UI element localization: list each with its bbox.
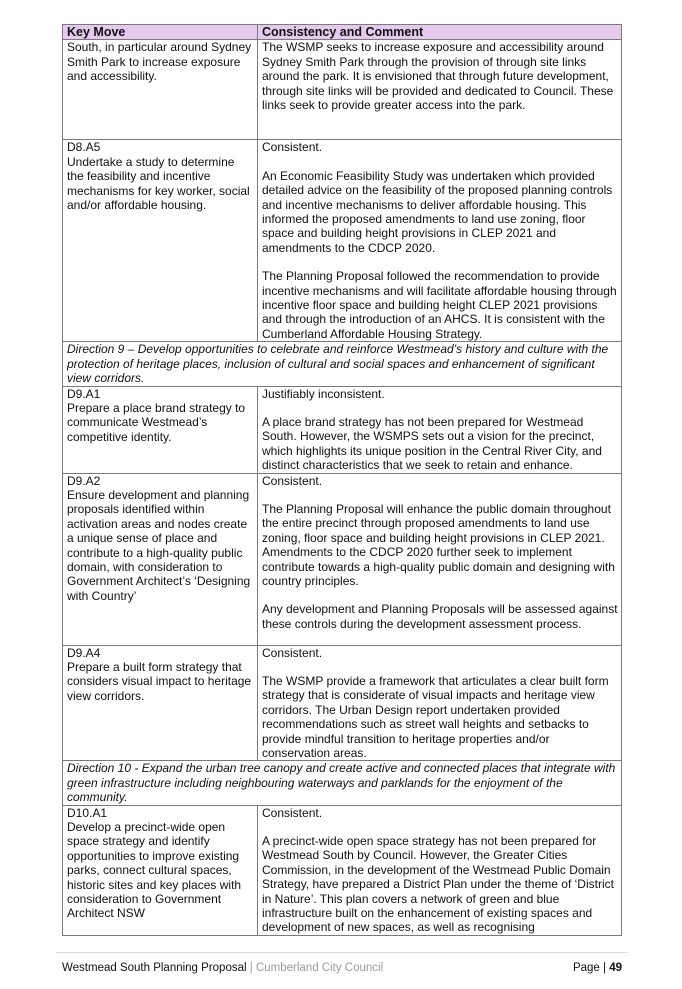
comment-cell: [258, 645, 622, 761]
key-move-cell: [63, 473, 258, 645]
footer-title: Westmead South Planning Proposal: [62, 962, 247, 974]
table-row: [63, 386, 622, 473]
footer-separator: |: [249, 962, 253, 974]
comment-text: A place brand strategy has not been prepared for Westmead South. However, the WSMPS sets out a vision for the precinct, which highlights its unique position in the Central River City, and distinct characteristics that we seek to retain and enhance.: [262, 414, 606, 473]
comment-text: The Planning Proposal followed the recommendation to provide incentive mechanisms and will facilitate affordable housing through incentive floor space and building height CLEP 2021 provisions and through the introduction of an AHCS. It is consistent with the Cumberland Affordable Housing Strategy.: [262, 269, 620, 341]
comment-text: The WSMP provide a framework that articulates a clear built form strategy that is considerate of visual impacts and heritage view corridors. The Urban Design report undertaken provided recommendations such as street wall heights and setbacks to provide mindful transition to heritage properties and/or conservation areas.: [262, 673, 612, 760]
comment-cell: [258, 386, 622, 473]
header-key-move: Key Move: [63, 25, 258, 40]
comment-cell: [258, 473, 622, 645]
header-consistency: Consistency and Comment: [258, 25, 622, 40]
direction-text: Direction 9 – Develop opportunities to celebrate and reinforce Westmead’s history and culture with the protection of heritage places, inclusion of cultural and social spaces and enhancement of significant view corridors.: [67, 342, 612, 386]
status-text: Consistent.: [262, 140, 323, 155]
action-code: D9.A2: [67, 473, 101, 488]
footer-council: Cumberland City Council: [255, 962, 384, 974]
direction-text: Direction 10 - Expand the urban tree canopy and create active and connected places that integrate with green infrastructure including neighbouring waterways and parklands for the enjoyment of the community.: [67, 761, 619, 805]
status-text: Consistent.: [262, 473, 323, 488]
comment-text: An Economic Feasibility Study was undertaken which provided detailed advice on the feasibility of the proposed planning controls and incentive mechanisms to deliver affordable housing. This informed the proposed amendments to land use zoning, floor space and building height provisions in CLEP 2021 and amendments to the CDCP 2020.: [262, 168, 616, 255]
key-move-text: Prepare a built form strategy that considers visual impact to heritage view corridors.: [67, 659, 255, 703]
key-move-text: Undertake a study to determine the feasibility and incentive mechanisms for key worker, social and/or affordable housing.: [67, 154, 254, 213]
key-move-cell: [63, 40, 258, 140]
consistency-table: [62, 24, 622, 936]
footer-divider: [56, 952, 628, 953]
key-move-text: Ensure development and planning proposals identified within activation areas and nodes create a unique sense of place and contribute to a high-quality public domain, with consideration to Government Architect’s ‘Designing with Country’: [67, 487, 254, 603]
key-move-cell: [63, 805, 258, 935]
comment-text: A precinct-wide open space strategy has not been prepared for Westmead South by Council. However, the Greater Cities Commission, in the development of the Westmead Public Domain Strategy, have prepared a District Plan under the theme of ‘District in Nature’. This plan covers a network of green and blue infrastructure built on the enhancement of existing spaces and development of new spaces, as well as recognising: [262, 834, 618, 935]
comment-text: Any development and Planning Proposals will be assessed against these controls during the development assessment process.: [262, 602, 621, 631]
comment-cell: [258, 140, 622, 342]
key-move-cell: [63, 140, 258, 342]
action-code: D9.A4: [67, 645, 101, 660]
table-header-row: [63, 25, 622, 40]
comment-text: The Planning Proposal will enhance the public domain throughout the entire precinct through proposed amendments to land use zoning, floor space and building height provisions in CLEP 2021. Amendments to the CDCP 2020 further seek to implement contribute towards a high-quality public domain and designing with country principles.: [262, 501, 619, 588]
page-number: 49: [609, 962, 622, 974]
status-text: Justifiably inconsistent.: [262, 386, 385, 401]
comment-cell: [258, 805, 622, 935]
table-row: [63, 805, 622, 935]
status-text: Consistent.: [262, 645, 323, 660]
table-row: [63, 473, 622, 645]
direction-cell: [63, 761, 622, 805]
key-move-text: Prepare a place brand strategy to communicate Westmead’s competitive identity.: [67, 400, 249, 444]
footer-document-title: [62, 962, 383, 974]
comment-cell: [258, 40, 622, 140]
action-code: D10.A1: [67, 805, 108, 820]
table-row: [63, 645, 622, 761]
page-label: Page |: [572, 962, 606, 974]
footer-page: [573, 962, 622, 974]
key-move-cell: [63, 386, 258, 473]
direction-cell: [63, 342, 622, 386]
direction-row: [63, 761, 622, 805]
key-move-text: Develop a precinct-wide open space strategy and identify opportunities to improve existing parks, connect cultural spaces, historic sites and key places with consideration to Government Architect NSW: [67, 820, 245, 921]
action-code: D9.A1: [67, 386, 101, 401]
key-move-cell: [63, 645, 258, 761]
action-code: D8.A5: [67, 140, 101, 155]
status-text: Consistent.: [262, 805, 323, 820]
table-row: [63, 140, 622, 342]
direction-row: [63, 342, 622, 386]
comment-text: The WSMP seeks to increase exposure and accessibility around Sydney Smith Park through the provision of through site links around the park. It is envisioned that through future development, through site links will be provided and dedicated to Council. These links seek to provide greater access into the park.: [262, 40, 617, 113]
key-move-text: South, in particular around Sydney Smith Park to increase exposure and accessibility.: [67, 40, 255, 84]
table-row: [63, 40, 622, 140]
